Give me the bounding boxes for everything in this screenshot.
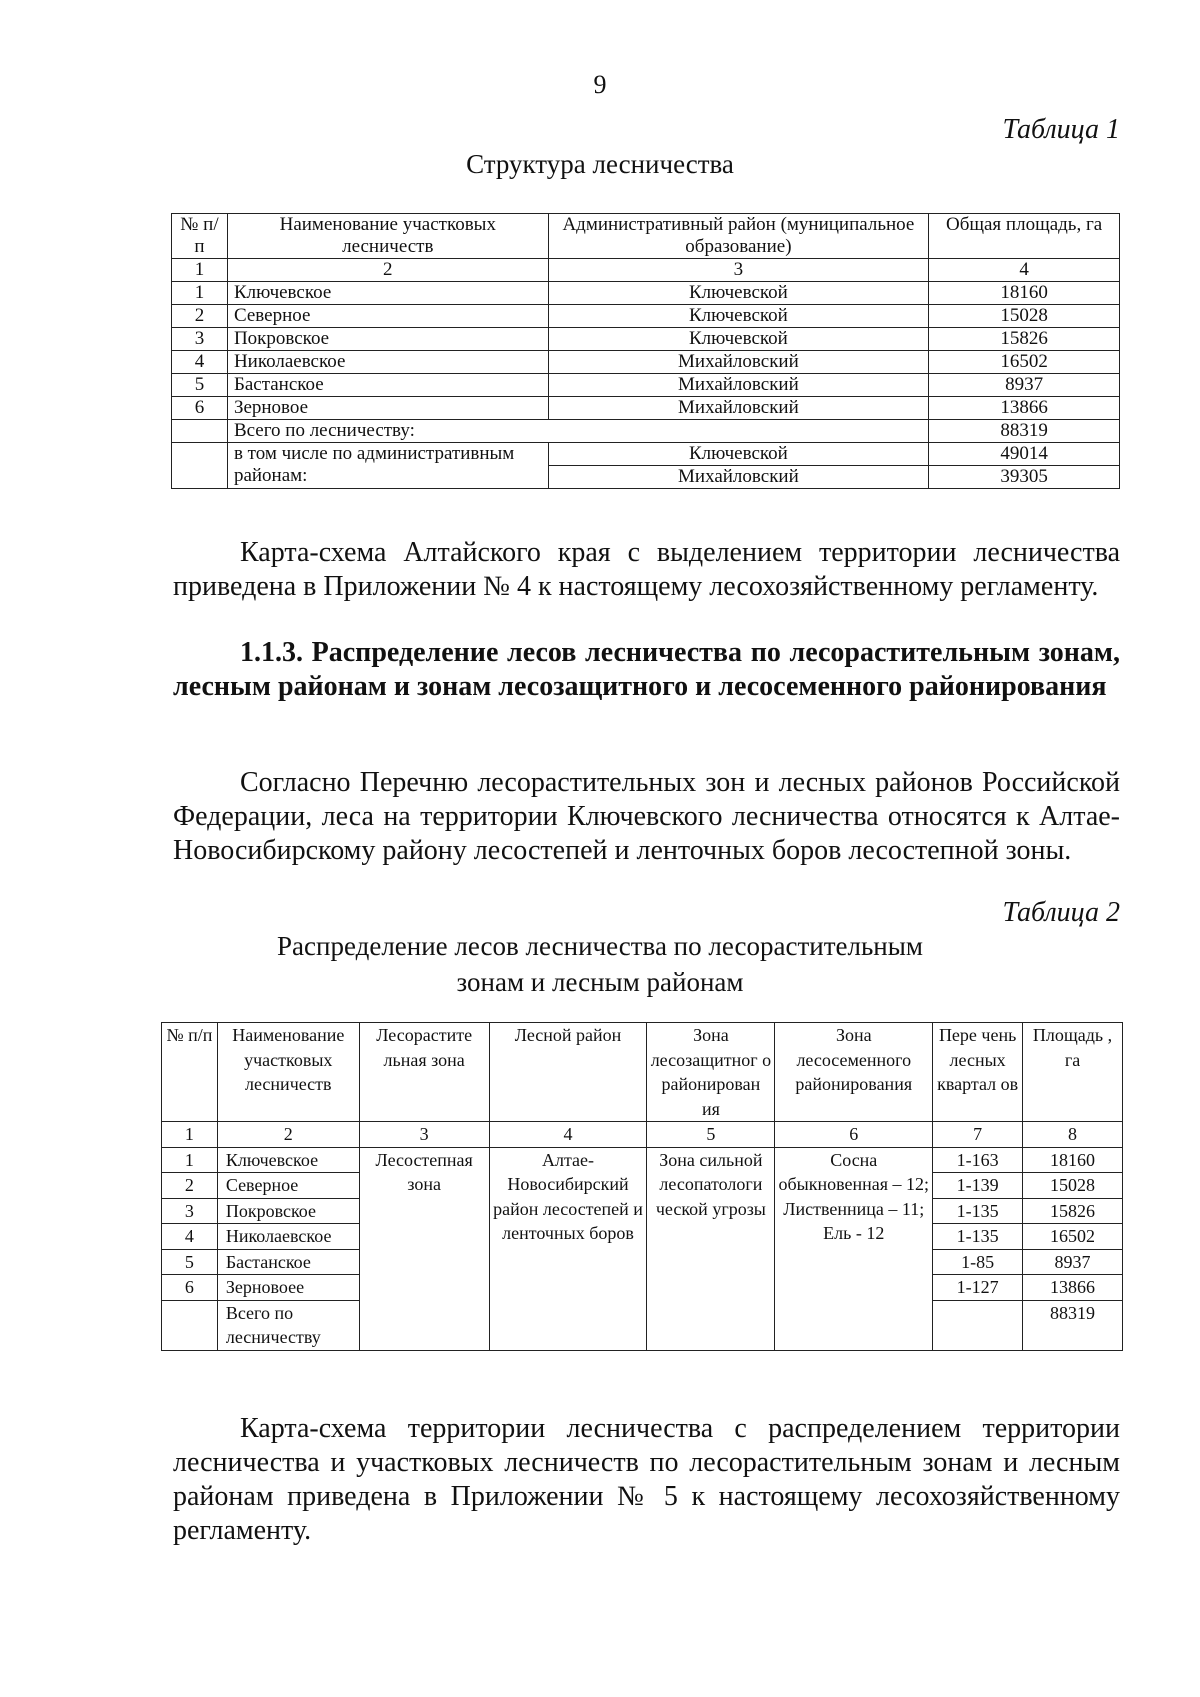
row-quarters: 1-127 <box>933 1275 1023 1301</box>
colnum: 2 <box>227 259 548 282</box>
row-quarters: 1-139 <box>933 1173 1023 1199</box>
row-quarters: 1-135 <box>933 1198 1023 1224</box>
colnum: 4 <box>489 1122 647 1148</box>
table1-caption: Таблица 1 <box>1002 114 1120 145</box>
table-row <box>172 397 1120 420</box>
colnum: 7 <box>933 1122 1023 1148</box>
row-num: 5 <box>162 1249 218 1275</box>
table-row <box>172 282 1120 305</box>
row-name: Северное <box>217 1173 359 1199</box>
table2-header-num: № п/п <box>162 1023 218 1122</box>
row-num: 5 <box>172 374 228 397</box>
table-row <box>172 374 1120 397</box>
paragraph-forest-zones: Согласно Перечню лесорастительных зон и лесных районов Российской Федерации, леса на территории Ключевского лесничества относятся к Алтае-Новосибирскому району лесостепей и ленточных боров лесостепной зоны. <box>173 767 1120 866</box>
row-area: 8937 <box>929 374 1120 397</box>
row-num: 6 <box>172 397 228 420</box>
row-district: Михайловский <box>548 397 929 420</box>
table1-district-row <box>172 443 1120 466</box>
colnum: 1 <box>172 259 228 282</box>
row-area: 15826 <box>1023 1198 1123 1224</box>
table1-header-district: Административный район (муниципальное образование) <box>548 214 929 259</box>
table2-colnum-row <box>162 1122 1123 1148</box>
row-num: 3 <box>172 328 228 351</box>
district-name: Михайловский <box>548 466 929 489</box>
total-label: Всего по лесничеству <box>217 1300 359 1350</box>
paragraph-map-appendix-5: Карта-схема территории лесничества с распределением территории лесничества и участковых лесничеств по лесорастительным зонам и лесным районам приведена в Приложении № 5 к настоящему лесохозяйственному регламенту. <box>173 1413 1120 1546</box>
total-area: 88319 <box>929 420 1120 443</box>
table2-header-row <box>162 1023 1123 1122</box>
colnum: 5 <box>647 1122 775 1148</box>
zone-cell: Лесостепная зона <box>359 1147 489 1350</box>
row-name: Северное <box>227 305 548 328</box>
table-row <box>162 1147 1123 1173</box>
district-area: 39305 <box>929 466 1120 489</box>
colnum: 3 <box>548 259 929 282</box>
colnum: 1 <box>162 1122 218 1148</box>
table2-header-protection-zone: Зона лесозащитног о районирован ия <box>647 1023 775 1122</box>
total-area: 88319 <box>1023 1300 1123 1350</box>
table1-header-area: Общая площадь, га <box>929 214 1120 259</box>
table2 <box>161 1022 1123 1351</box>
forest-district-cell: Алтае-Новосибирский район лесостепей и ленточных боров <box>489 1147 647 1350</box>
table1-total-row <box>172 420 1120 443</box>
table1-header-name: Наименование участковых лесничеств <box>227 214 548 259</box>
protection-zone-cell: Зона сильной лесопатологи ческой угрозы <box>647 1147 775 1350</box>
row-area: 13866 <box>929 397 1120 420</box>
total-label: Всего по лесничеству: <box>227 420 928 443</box>
table2-header-quarters: Пере чень лесных квартал ов <box>933 1023 1023 1122</box>
row-area: 15826 <box>929 328 1120 351</box>
row-num: 4 <box>162 1224 218 1250</box>
row-num: 6 <box>162 1275 218 1301</box>
district-area: 49014 <box>929 443 1120 466</box>
row-district: Ключевской <box>548 328 929 351</box>
row-num: 3 <box>162 1198 218 1224</box>
row-num: 1 <box>162 1147 218 1173</box>
row-area: 18160 <box>929 282 1120 305</box>
row-district: Михайловский <box>548 351 929 374</box>
row-area: 8937 <box>1023 1249 1123 1275</box>
row-name: Бастанское <box>227 374 548 397</box>
table1-colnum-row <box>172 259 1120 282</box>
colnum: 2 <box>217 1122 359 1148</box>
row-name: Покровское <box>217 1198 359 1224</box>
table2-header-zone: Лесорастите льная зона <box>359 1023 489 1122</box>
colnum: 3 <box>359 1122 489 1148</box>
colnum: 4 <box>929 259 1120 282</box>
row-area: 13866 <box>1023 1275 1123 1301</box>
colnum: 8 <box>1023 1122 1123 1148</box>
seed-zone-cell: Сосна обыкновенная – 12; Лиственница – 11; Ель - 12 <box>775 1147 933 1350</box>
row-area: 18160 <box>1023 1147 1123 1173</box>
row-area: 15028 <box>1023 1173 1123 1199</box>
row-name: Николаевское <box>227 351 548 374</box>
table1-title: Структура лесничества <box>466 149 734 179</box>
row-area: 15028 <box>929 305 1120 328</box>
row-name: Бастанское <box>217 1249 359 1275</box>
row-num: 2 <box>172 305 228 328</box>
row-name: Покровское <box>227 328 548 351</box>
row-num: 2 <box>162 1173 218 1199</box>
row-num: 4 <box>172 351 228 374</box>
table-row <box>172 305 1120 328</box>
table2-header-area: Площадь , га <box>1023 1023 1123 1122</box>
row-district: Ключевской <box>548 282 929 305</box>
row-num: 1 <box>172 282 228 305</box>
table2-title-line1: Распределение лесов лесничества по лесорастительным <box>277 931 923 961</box>
section-heading: 1.1.3. Распределение лесов лесничества по лесорастительным зонам, лесным районам и зонам лесозащитного и лесосеменного районирования <box>173 637 1120 702</box>
table1 <box>171 213 1120 489</box>
table1-header-row <box>172 214 1120 259</box>
row-name: Зерновоее <box>217 1275 359 1301</box>
row-name: Ключевское <box>227 282 548 305</box>
table2-header-seed-zone: Зона лесосеменного районирования <box>775 1023 933 1122</box>
row-area: 16502 <box>929 351 1120 374</box>
row-area: 16502 <box>1023 1224 1123 1250</box>
row-quarters: 1-163 <box>933 1147 1023 1173</box>
row-name: Ключевское <box>217 1147 359 1173</box>
table2-caption: Таблица 2 <box>1002 897 1120 928</box>
row-quarters: 1-85 <box>933 1249 1023 1275</box>
table-row <box>172 351 1120 374</box>
table2-header-name: Наименование участковых лесничеств <box>217 1023 359 1122</box>
page-number: 9 <box>593 70 607 99</box>
row-quarters: 1-135 <box>933 1224 1023 1250</box>
table1-header-num: № п/п <box>172 214 228 259</box>
colnum: 6 <box>775 1122 933 1148</box>
paragraph-map-appendix-4: Карта-схема Алтайского края с выделением территории лесничества приведена в Приложении № 4 к настоящему лесохозяйственному регламенту. <box>173 537 1120 602</box>
row-district: Ключевской <box>548 305 929 328</box>
table2-header-forest-district: Лесной район <box>489 1023 647 1122</box>
row-name: Зерновое <box>227 397 548 420</box>
row-name: Николаевское <box>217 1224 359 1250</box>
by-district-label: в том числе по административным районам: <box>227 443 548 489</box>
table-row <box>172 328 1120 351</box>
row-district: Михайловский <box>548 374 929 397</box>
table2-title-line2: зонам и лесным районам <box>456 967 744 997</box>
district-name: Ключевской <box>548 443 929 466</box>
